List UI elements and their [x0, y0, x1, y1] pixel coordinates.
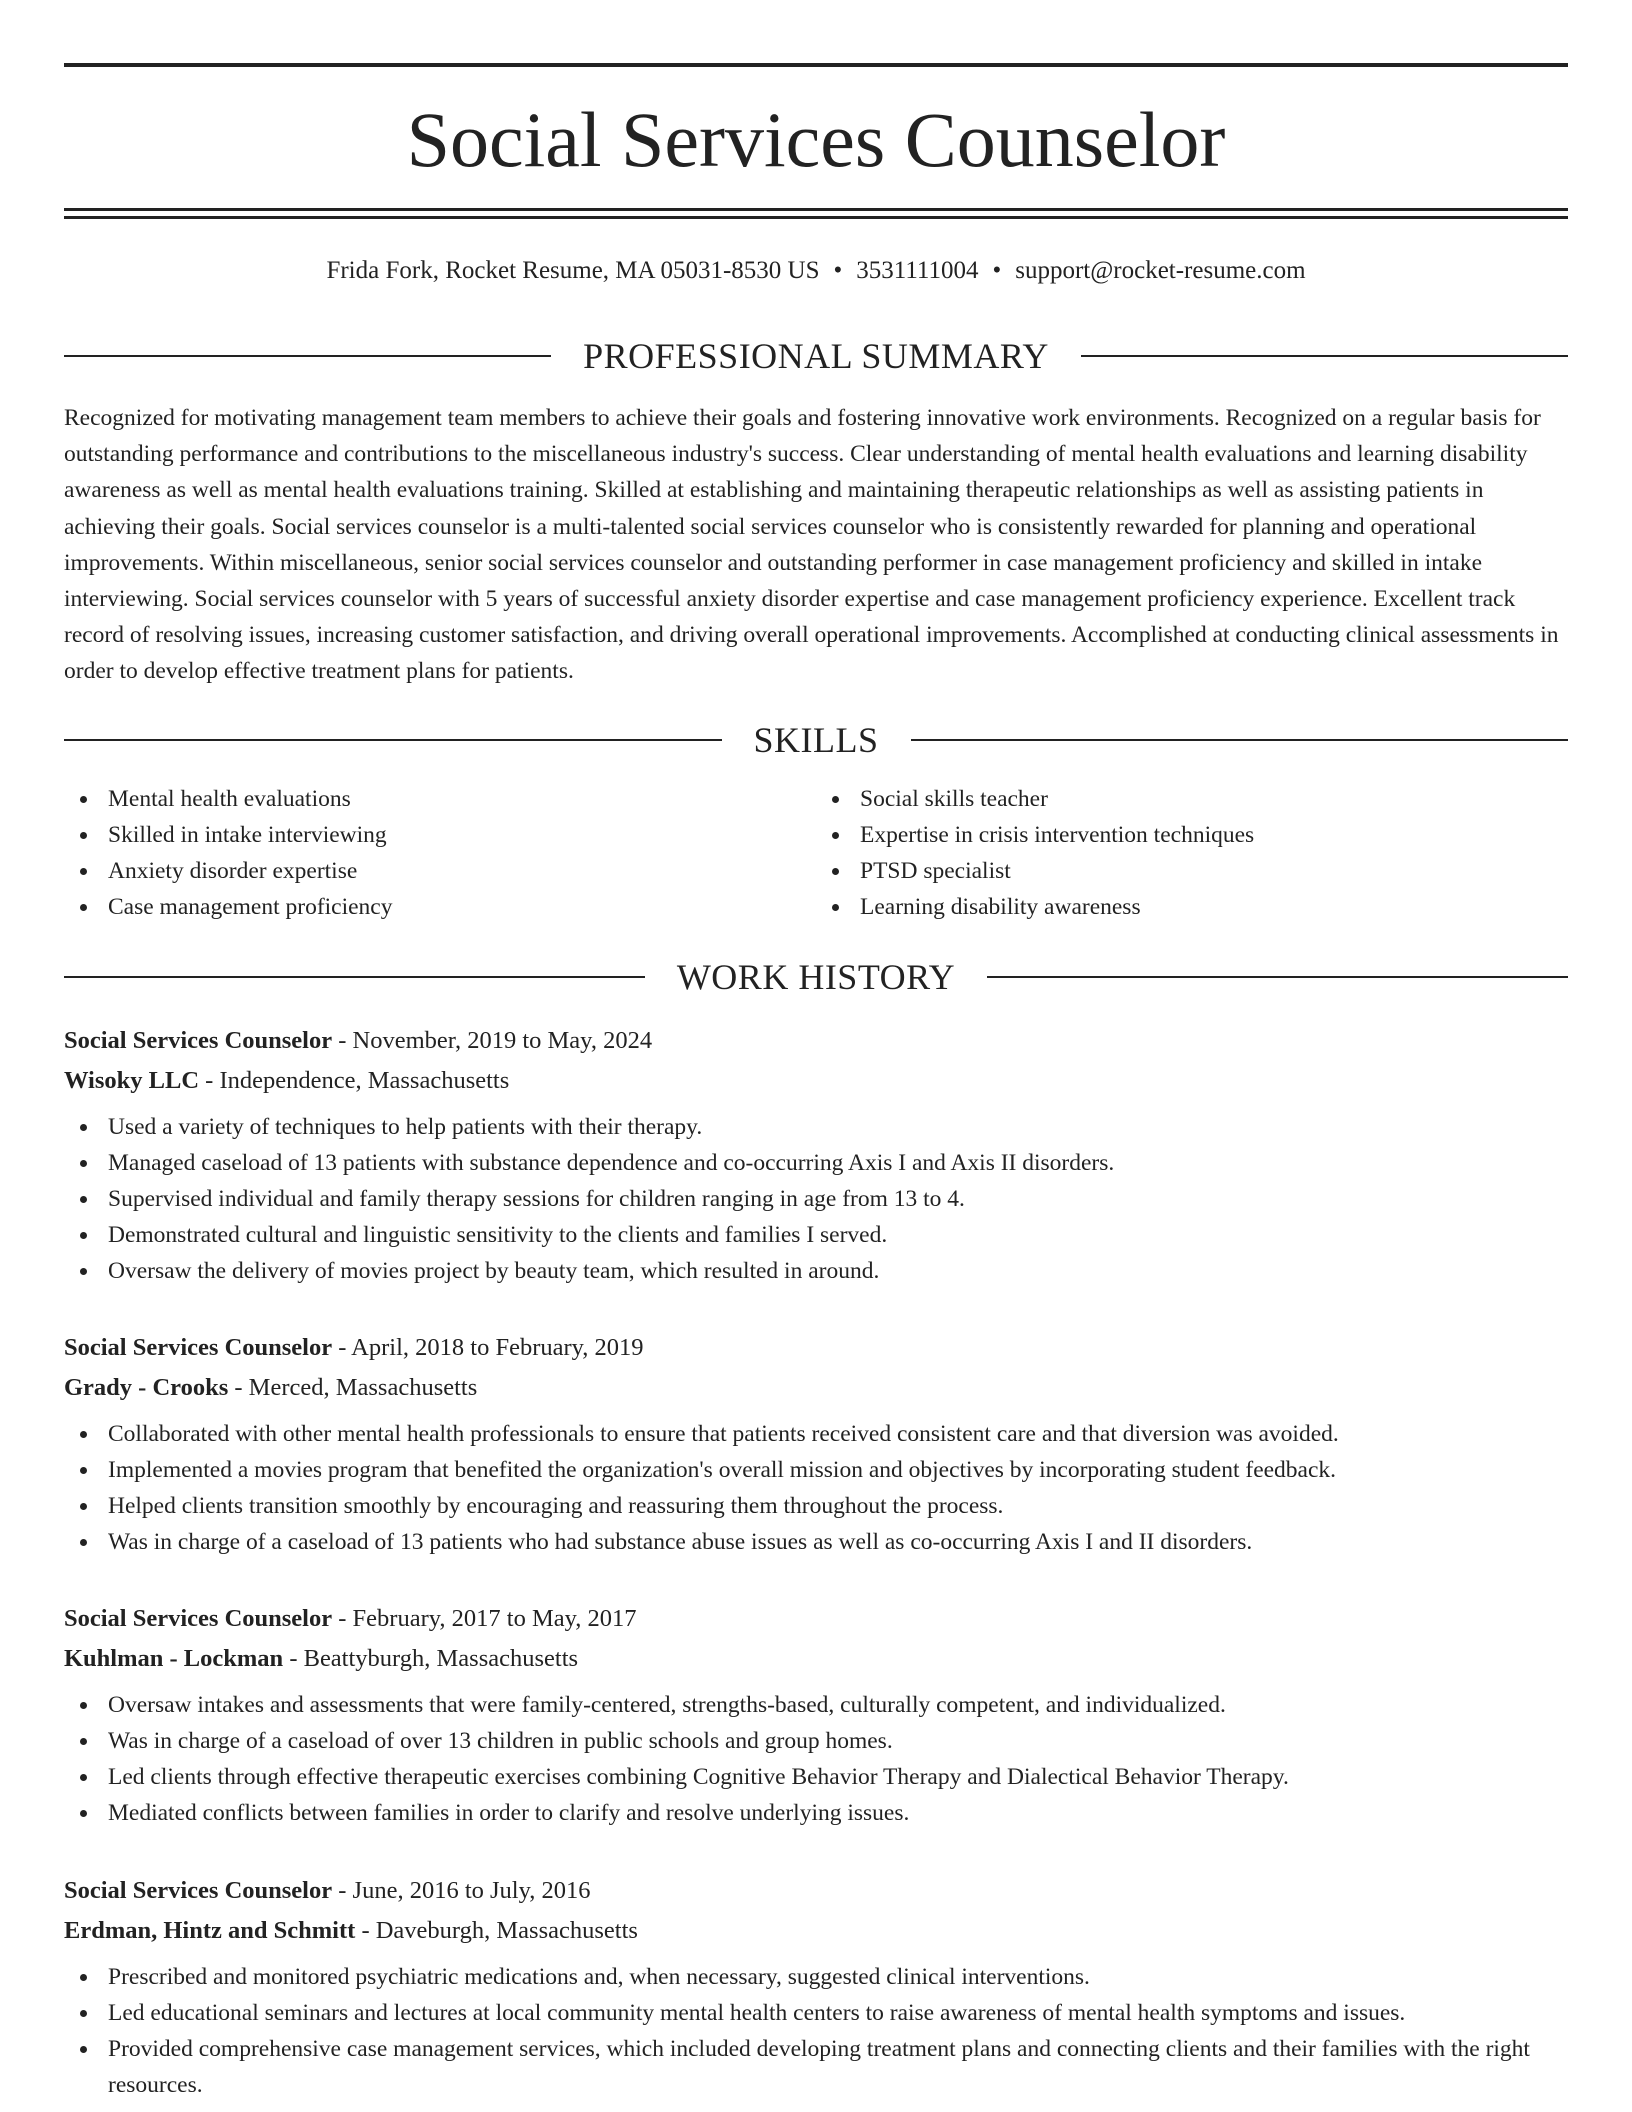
header-top-rule: [64, 63, 1568, 67]
job-bullet: Mediated conflicts between families in order to clarify and resolve underlying issues.: [64, 1795, 1568, 1831]
job-bullet: Collaborated with other mental health professionals to ensure that patients received consistent care and that diversion was avoided.: [64, 1416, 1568, 1452]
job-location: - Merced, Massachusetts: [228, 1374, 478, 1401]
work-history-heading: WORK HISTORY: [676, 957, 956, 997]
section-rule-left: [64, 739, 722, 741]
job-bullet: Was in charge of a caseload of 13 patients who had substance abuse issues as well as co-occurring Axis I and II disorders.: [64, 1524, 1568, 1560]
skill-item: Skilled in intake interviewing: [64, 817, 816, 853]
job-location: - Beattyburgh, Massachusetts: [283, 1645, 579, 1672]
contact-separator: •: [833, 257, 843, 284]
section-rule-right: [911, 739, 1569, 741]
job-dates: - June, 2016 to July, 2016: [332, 1877, 591, 1904]
summary-section-header: [64, 334, 1568, 378]
job-company-line: [64, 1061, 1568, 1101]
job-bullet: Was in charge of a caseload of over 13 children in public schools and group homes.: [64, 1723, 1568, 1759]
job-company: Wisoky LLC: [64, 1067, 200, 1094]
job-location: - Independence, Massachusetts: [199, 1067, 510, 1094]
job-bullet: Oversaw intakes and assessments that were family-centered, strengths-based, culturally competent, and individualized.: [64, 1687, 1568, 1723]
job-entry: [64, 1599, 1568, 1831]
job-bullet: Used a variety of techniques to help patients with their therapy.: [64, 1109, 1568, 1145]
job-title-line: [64, 1599, 1568, 1639]
section-rule-left: [64, 976, 645, 978]
job-title-line: [64, 1328, 1568, 1368]
job-title: Social Services Counselor: [64, 1334, 333, 1361]
job-entry: [64, 1328, 1568, 1560]
job-bullet: Demonstrated cultural and linguistic sensitivity to the clients and families I served.: [64, 1217, 1568, 1253]
job-bullet: Implemented a movies program that benefited the organization's overall mission and objectives by incorporating student feedback.: [64, 1452, 1568, 1488]
job-bullets: [64, 1109, 1568, 1289]
job-bullet: Led educational seminars and lectures at local community mental health centers to raise awareness of mental health symptoms and issues.: [64, 1995, 1568, 2031]
job-location: - Daveburgh, Massachusetts: [355, 1917, 638, 1944]
skill-item: PTSD specialist: [816, 853, 1568, 889]
skill-item: Case management proficiency: [64, 889, 816, 925]
job-company-line: [64, 1911, 1568, 1951]
job-dates: - April, 2018 to February, 2019: [332, 1334, 644, 1361]
job-title: Social Services Counselor: [64, 1605, 333, 1632]
contact-email: support@rocket-resume.com: [1015, 257, 1306, 284]
job-bullets: [64, 1687, 1568, 1831]
summary-heading: PROFESSIONAL SUMMARY: [583, 336, 1049, 376]
job-bullet: Managed caseload of 13 patients with substance dependence and co-occurring Axis I and Axis II disorders.: [64, 1145, 1568, 1181]
section-rule-right: [1081, 355, 1568, 357]
skills-section-header: [64, 718, 1568, 762]
job-company: Kuhlman - Lockman: [64, 1645, 284, 1672]
header-bottom-rule-2: [64, 216, 1568, 219]
section-rule-left: [64, 355, 551, 357]
job-bullets: [64, 1959, 1568, 2103]
job-bullet: Supervised individual and family therapy sessions for children ranging in age from 13 to 4.: [64, 1181, 1568, 1217]
skills-heading: SKILLS: [753, 720, 879, 760]
job-company-line: [64, 1368, 1568, 1408]
header-bottom-rule-1: [64, 208, 1568, 211]
summary-text: Recognized for motivating management team members to achieve their goals and fostering innovative work environments. Recognized on a regular basis for outstanding performance and contributions to the miscellaneous industry's success. Clear understanding of mental health evaluations and learning disability awareness as well as mental health evaluations training. Skilled at establishing and maintaining therapeutic relationships as well as assisting patients in achieving their goals. Social services counselor is a multi-talented social services counselor who is consistently rewarded for planning and operational improvements. Within miscellaneous, senior social services counselor and outstanding performer in case management proficiency and skilled in intake interviewing. Social services counselor with 5 years of successful anxiety disorder expertise and case management proficiency experience. Excellent track record of resolving issues, increasing customer satisfaction, and driving overall operational improvements. Accomplished at conducting clinical assessments in order to develop effective treatment plans for patients.: [64, 405, 1559, 685]
job-dates: - February, 2017 to May, 2017: [332, 1605, 637, 1632]
job-bullet: Provided comprehensive case management services, which included developing treatment plans and connecting clients and their families with the right resources.: [64, 2031, 1568, 2103]
skill-item: Social skills teacher: [816, 781, 1568, 817]
job-title: Social Services Counselor: [64, 1027, 333, 1054]
job-company-line: [64, 1639, 1568, 1679]
job-bullet: Prescribed and monitored psychiatric medications and, when necessary, suggested clinical interventions.: [64, 1959, 1568, 1995]
job-company: Grady - Crooks: [64, 1374, 229, 1401]
resume-title: Social Services Counselor: [406, 96, 1226, 183]
job-entry: [64, 1871, 1568, 2103]
contact-line: [64, 254, 1568, 288]
skills-list: [64, 781, 1568, 925]
skill-item: Learning disability awareness: [816, 889, 1568, 925]
skill-item: Expertise in crisis intervention techniques: [816, 817, 1568, 853]
contact-phone: 3531111004: [856, 257, 979, 284]
job-title-line: [64, 1871, 1568, 1911]
contact-separator: •: [992, 257, 1002, 284]
job-company: Erdman, Hintz and Schmitt: [64, 1917, 356, 1944]
work-history-section-header: [64, 955, 1568, 999]
job-title-line: [64, 1021, 1568, 1061]
skills-column-right: [816, 781, 1568, 925]
skills-column-left: [64, 781, 816, 925]
skill-item: Mental health evaluations: [64, 781, 816, 817]
section-rule-right: [987, 976, 1568, 978]
job-bullet: Led clients through effective therapeutic exercises combining Cognitive Behavior Therapy and Dialectical Behavior Therapy.: [64, 1759, 1568, 1795]
job-bullet: Oversaw the delivery of movies project by beauty team, which resulted in around.: [64, 1253, 1568, 1289]
skill-item: Anxiety disorder expertise: [64, 853, 816, 889]
job-title: Social Services Counselor: [64, 1877, 333, 1904]
job-dates: - November, 2019 to May, 2024: [332, 1027, 653, 1054]
contact-address: Frida Fork, Rocket Resume, MA 05031-8530 US: [326, 257, 820, 284]
job-bullet: Helped clients transition smoothly by encouraging and reassuring them throughout the process.: [64, 1488, 1568, 1524]
job-entry: [64, 1021, 1568, 1289]
job-bullets: [64, 1416, 1568, 1560]
